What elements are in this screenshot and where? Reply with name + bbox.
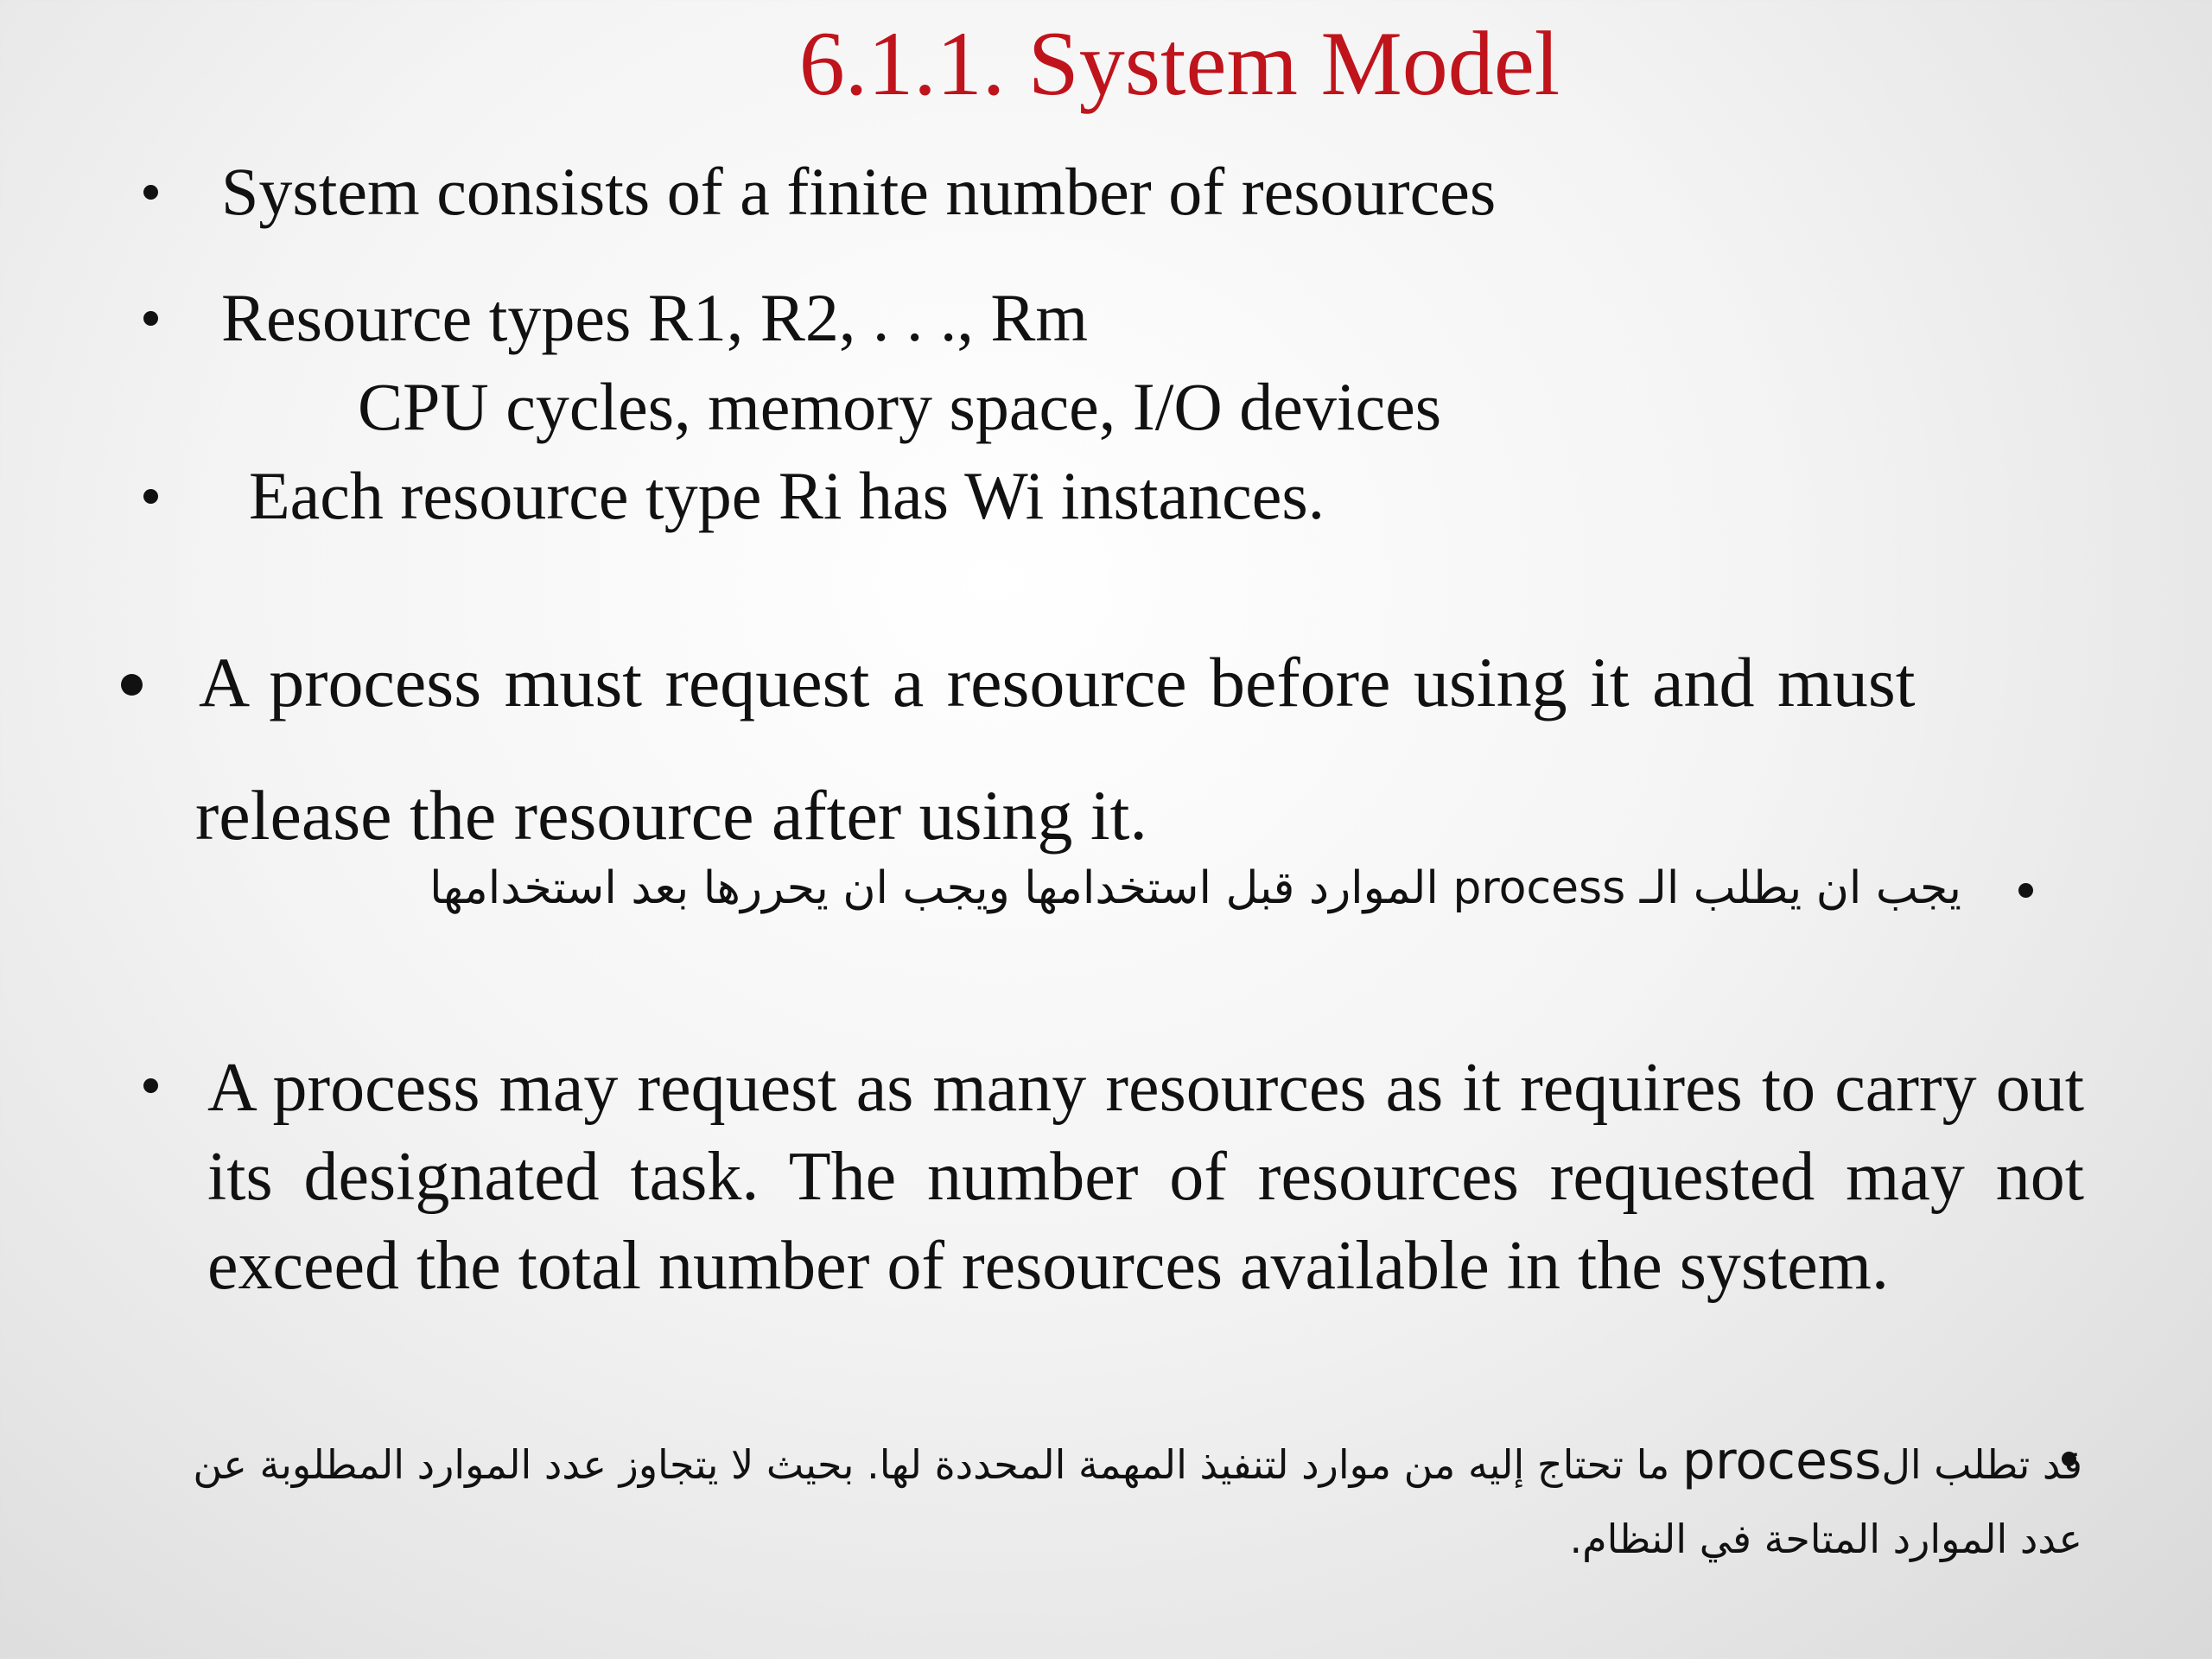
bullet-dot: [143, 1078, 158, 1093]
slide-title: 6.1.1. System Model: [798, 13, 1560, 114]
bullet-dot: [143, 489, 158, 504]
bullet-text-request-limit: A process may request as many resources as it requires to carry out its designated task. The number of resources requested may not exceed the total number of resources available in the system.: [207, 1050, 2084, 1304]
arabic-note-process-word: process: [1681, 1431, 1882, 1491]
arabic-note-request-release: يجب ان يطلب الـ process الموارد قبل استخدامها ويجب ان يحررها بعد استخدامها: [429, 862, 1961, 914]
bullet-text-request-release-1: A process must request a resource before using it and must: [199, 643, 1916, 721]
bullet-text-request-release-2: release the resource after using it.: [195, 776, 1147, 855]
arabic-note-prefix: قد تطلب ال: [1881, 1441, 2082, 1488]
arabic-note-request-limit: [147, 1424, 2082, 1576]
bullet-dot: [143, 311, 158, 326]
sub-text-resource-examples: CPU cycles, memory space, I/O devices: [358, 369, 1442, 444]
bullet-dot: [143, 185, 158, 200]
arabic-note-rest: ما تحتاج إليه من موارد لتنفيذ المهمة المحددة لها. بحيث لا يتجاوز عدد الموارد المطلوبة عن عدد الموارد المتاحة في النظام.: [193, 1441, 2082, 1562]
bullet-text-finite-resources: System consists of a finite number of resources: [221, 154, 1497, 229]
bullet-dot: [121, 674, 143, 696]
bullet-text-resource-types: Resource types R1, R2, . . ., Rm: [221, 280, 1089, 355]
bullet-dot: [2018, 883, 2033, 898]
bullet-text-instances: Each resource type Ri has Wi instances.: [249, 458, 1325, 533]
